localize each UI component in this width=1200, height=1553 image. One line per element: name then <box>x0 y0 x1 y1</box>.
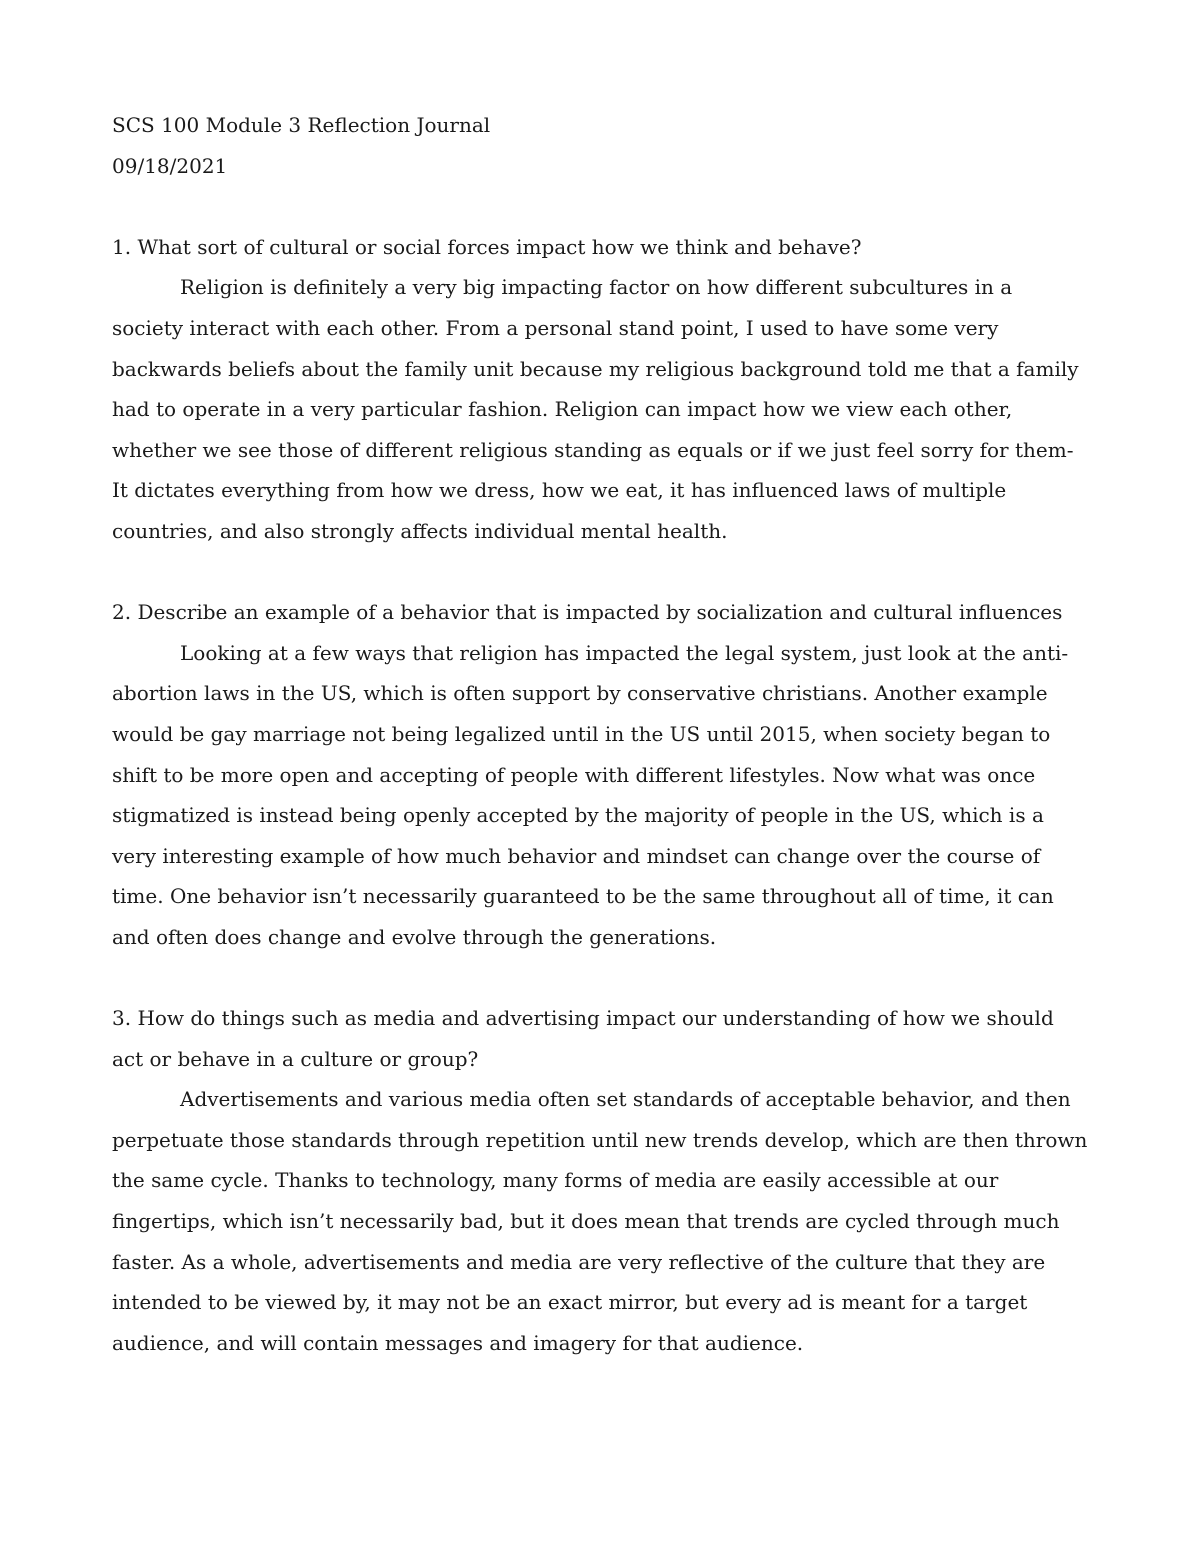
question-3: 3. How do things such as media and advertising impact our understanding of how we should act or behave in a culture or group? <box>112 1006 1054 1071</box>
section-1 <box>112 227 1088 552</box>
answer-1: Religion is definitely a very big impacting factor on how different subcultures in a society interact with each other. From a personal stand point, I used to have some very backwards beliefs about the family unit because my religious background told me that a family had to operate in a very particular fashion. Religion can impact how we view each other, whether we see those of different religious standing as equals or if we just feel sorry for them- It dictates everything from how we dress, how we eat, it has influenced laws of multiple countries, and also strongly affects individual mental health. <box>112 275 1079 543</box>
blank-line <box>112 552 1088 593</box>
document-date: 09/18/2021 <box>112 153 228 178</box>
blank-line <box>112 186 1088 227</box>
answer-2: Looking at a few ways that religion has impacted the legal system, just look at the anti-abortion laws in the US, which is often support by conservative christians. Another example would be gay marriage not being legalized until in the US until 2015, when society began to shift to be more open and accepting of people with different lifestyles. Now what was once stigmatized is instead being openly accepted by the majority of people in the US, which is a very interesting example of how much behavior and mindset can change over the course of time. One behavior isn’t necessarily guaranteed to be the same throughout all of time, it can and often does change and evolve through the generations. <box>112 640 1069 949</box>
question-1: 1. What sort of cultural or social forces impact how we think and behave? <box>112 234 862 259</box>
section-3 <box>112 998 1088 1363</box>
section-2 <box>112 592 1088 957</box>
blank-line <box>112 957 1088 998</box>
document-title: SCS 100 Module 3 Reflection Journal <box>112 113 491 137</box>
question-2: 2. Describe an example of a behavior that is impacted by socialization and cultural influences <box>112 600 1063 625</box>
answer-3: Advertisements and various media often set standards of acceptable behavior, and then perpetuate those standards through repetition until new trends develop, which are then thrown the same cycle. Thanks to technology, many forms of media are easily accessible at our fingertips, which isn’t necessarily bad, but it does mean that trends are cycled through much faster. As a whole, advertisements and media are very reflective of the culture that they are intended to be viewed by, it may not be an exact mirror, but every ad is meant for a target audience, and will contain messages and imagery for that audience. <box>112 1087 1088 1355</box>
